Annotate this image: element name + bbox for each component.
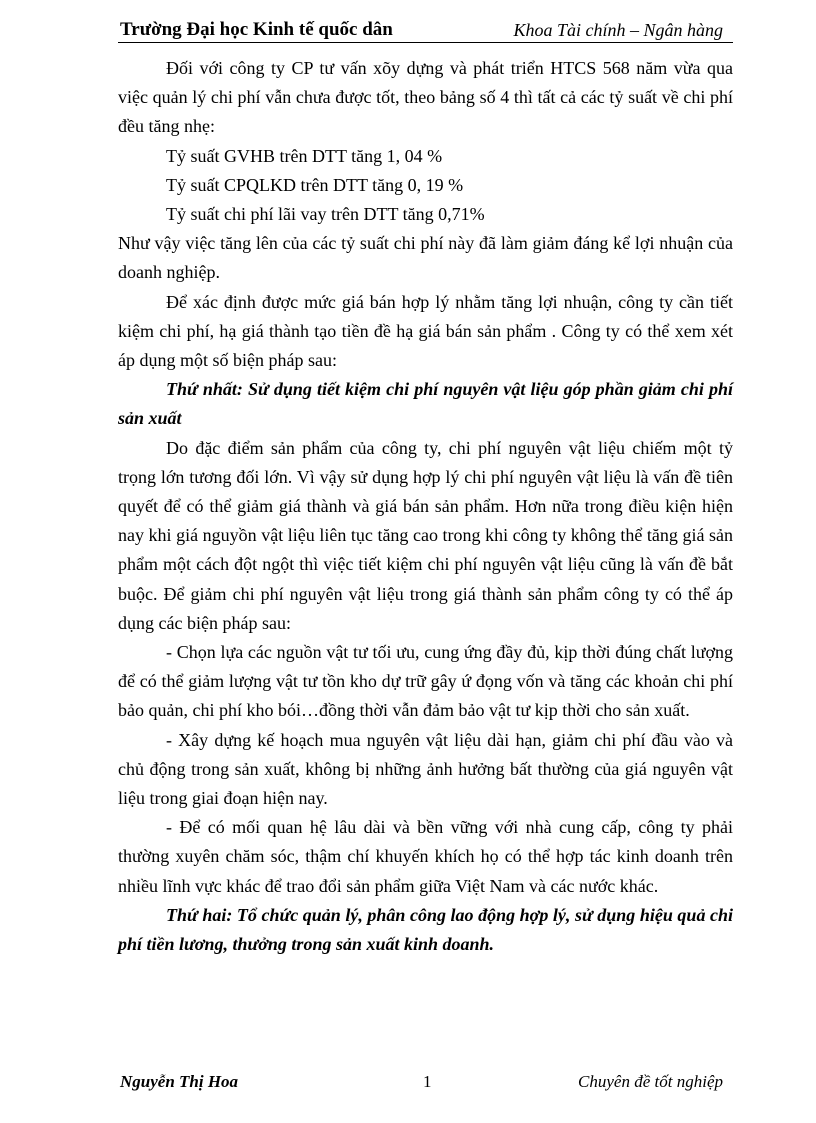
header-faculty: Khoa Tài chính – Ngân hàng xyxy=(513,20,723,40)
section-heading-second: Thứ hai: Tổ chức quản lý, phân công lao động hợp lý, sử dụng hiệu quả chi phí tiền lương, thưởng trong sản xuất kinh doanh. xyxy=(118,904,733,955)
page-header xyxy=(118,18,733,43)
bullet-item-relationship: - Để có mối quan hệ lâu dài và bền vững với nhà cung cấp, công ty phải thường xuyên chăm sóc, thậm chí khuyến khích họ có thể hợp tác kinh doanh trên nhiều lĩnh vực khác để trao đổi sản phẩm giữa Việt Nam và các nước khác. xyxy=(118,817,733,896)
header-university: Trường Đại học Kinh tế quốc dân xyxy=(120,19,393,40)
ratio-line-cpqlkd: Tỷ suất CPQLKD trên DTT tăng 0, 19 % xyxy=(166,174,464,195)
footer-page-number: 1 xyxy=(423,1072,432,1091)
ratio-line-gvhb: Tỷ suất GVHB trên DTT tăng 1, 04 % xyxy=(166,145,443,166)
paragraph-intro: Đối với công ty CP tư vấn xõy dựng và phát triển HTCS 568 năm vừa qua việc quản lý chi phí vẫn chưa được tốt, theo bảng số 4 thì tất cả các tỷ suất về chi phí đều tăng nhẹ: xyxy=(118,58,733,137)
document-body xyxy=(118,54,733,959)
section-heading-first: Thứ nhất: Sử dụng tiết kiệm chi phí nguyên vật liệu góp phần giảm chi phí sản xuất xyxy=(118,379,733,429)
paragraph-conclusion: Như vậy việc tăng lên của các tỷ suất chi phí này đã làm giảm đáng kể lợi nhuận của doanh nghiệp. xyxy=(118,233,733,283)
bullet-item-suppliers: - Chọn lựa các nguồn vật tư tối ưu, cung ứng đầy đủ, kịp thời đúng chất lượng để có thể giảm lượng vật tư tồn kho dự trữ gây ứ đọng vốn và tăng các khoản chi phí bảo quản, chi phí kho bói…đồng thời vẫn đảm bảo vật tư kịp thời cho sản xuất. xyxy=(118,642,733,721)
footer-author: Nguyễn Thị Hoa xyxy=(120,1072,239,1091)
paragraph-materials: Do đặc điểm sản phẩm của công ty, chi phí nguyên vật liệu chiếm một tỷ trọng lớn tương đối lớn. Vì vậy sử dụng hợp lý chi phí nguyên vật liệu là vấn đề tiên quyết để có thể giảm giá thành và giá bán sản phẩm. Hơn nữa trong điều kiện hiện nay khi giá nguyồn vật liệu liên tục tăng cao trong khi công ty không thể tăng giá sản phẩm một cách đột ngột thì việc tiết kiệm chi phí nguyên vật liệu cũng là vấn đề bắt buộc. Để giảm chi phí nguyên vật liệu trong giá thành sản phẩm công ty có thể áp dụng các biện pháp sau: xyxy=(118,437,733,633)
footer-document-type: Chuyên đề tốt nghiệp xyxy=(578,1072,723,1091)
paragraph-pricing: Để xác định được mức giá bán hợp lý nhằm tăng lợi nhuận, công ty cần tiết kiệm chi phí, hạ giá thành tạo tiền đề hạ giá bán sản phẩm . Công ty có thể xem xét áp dụng một số biện pháp sau: xyxy=(118,291,733,371)
ratio-line-interest: Tỷ suất chi phí lãi vay trên DTT tăng 0,71% xyxy=(166,204,485,225)
bullet-item-planning: - Xây dựng kế hoạch mua nguyên vật liệu dài hạn, giảm chi phí đầu vào và chủ động trong sản xuất, không bị những ảnh hưởng bất thường của giá nguyên vật liệu trong giai đoạn hiện nay. xyxy=(118,729,733,809)
page-footer xyxy=(118,1070,733,1096)
